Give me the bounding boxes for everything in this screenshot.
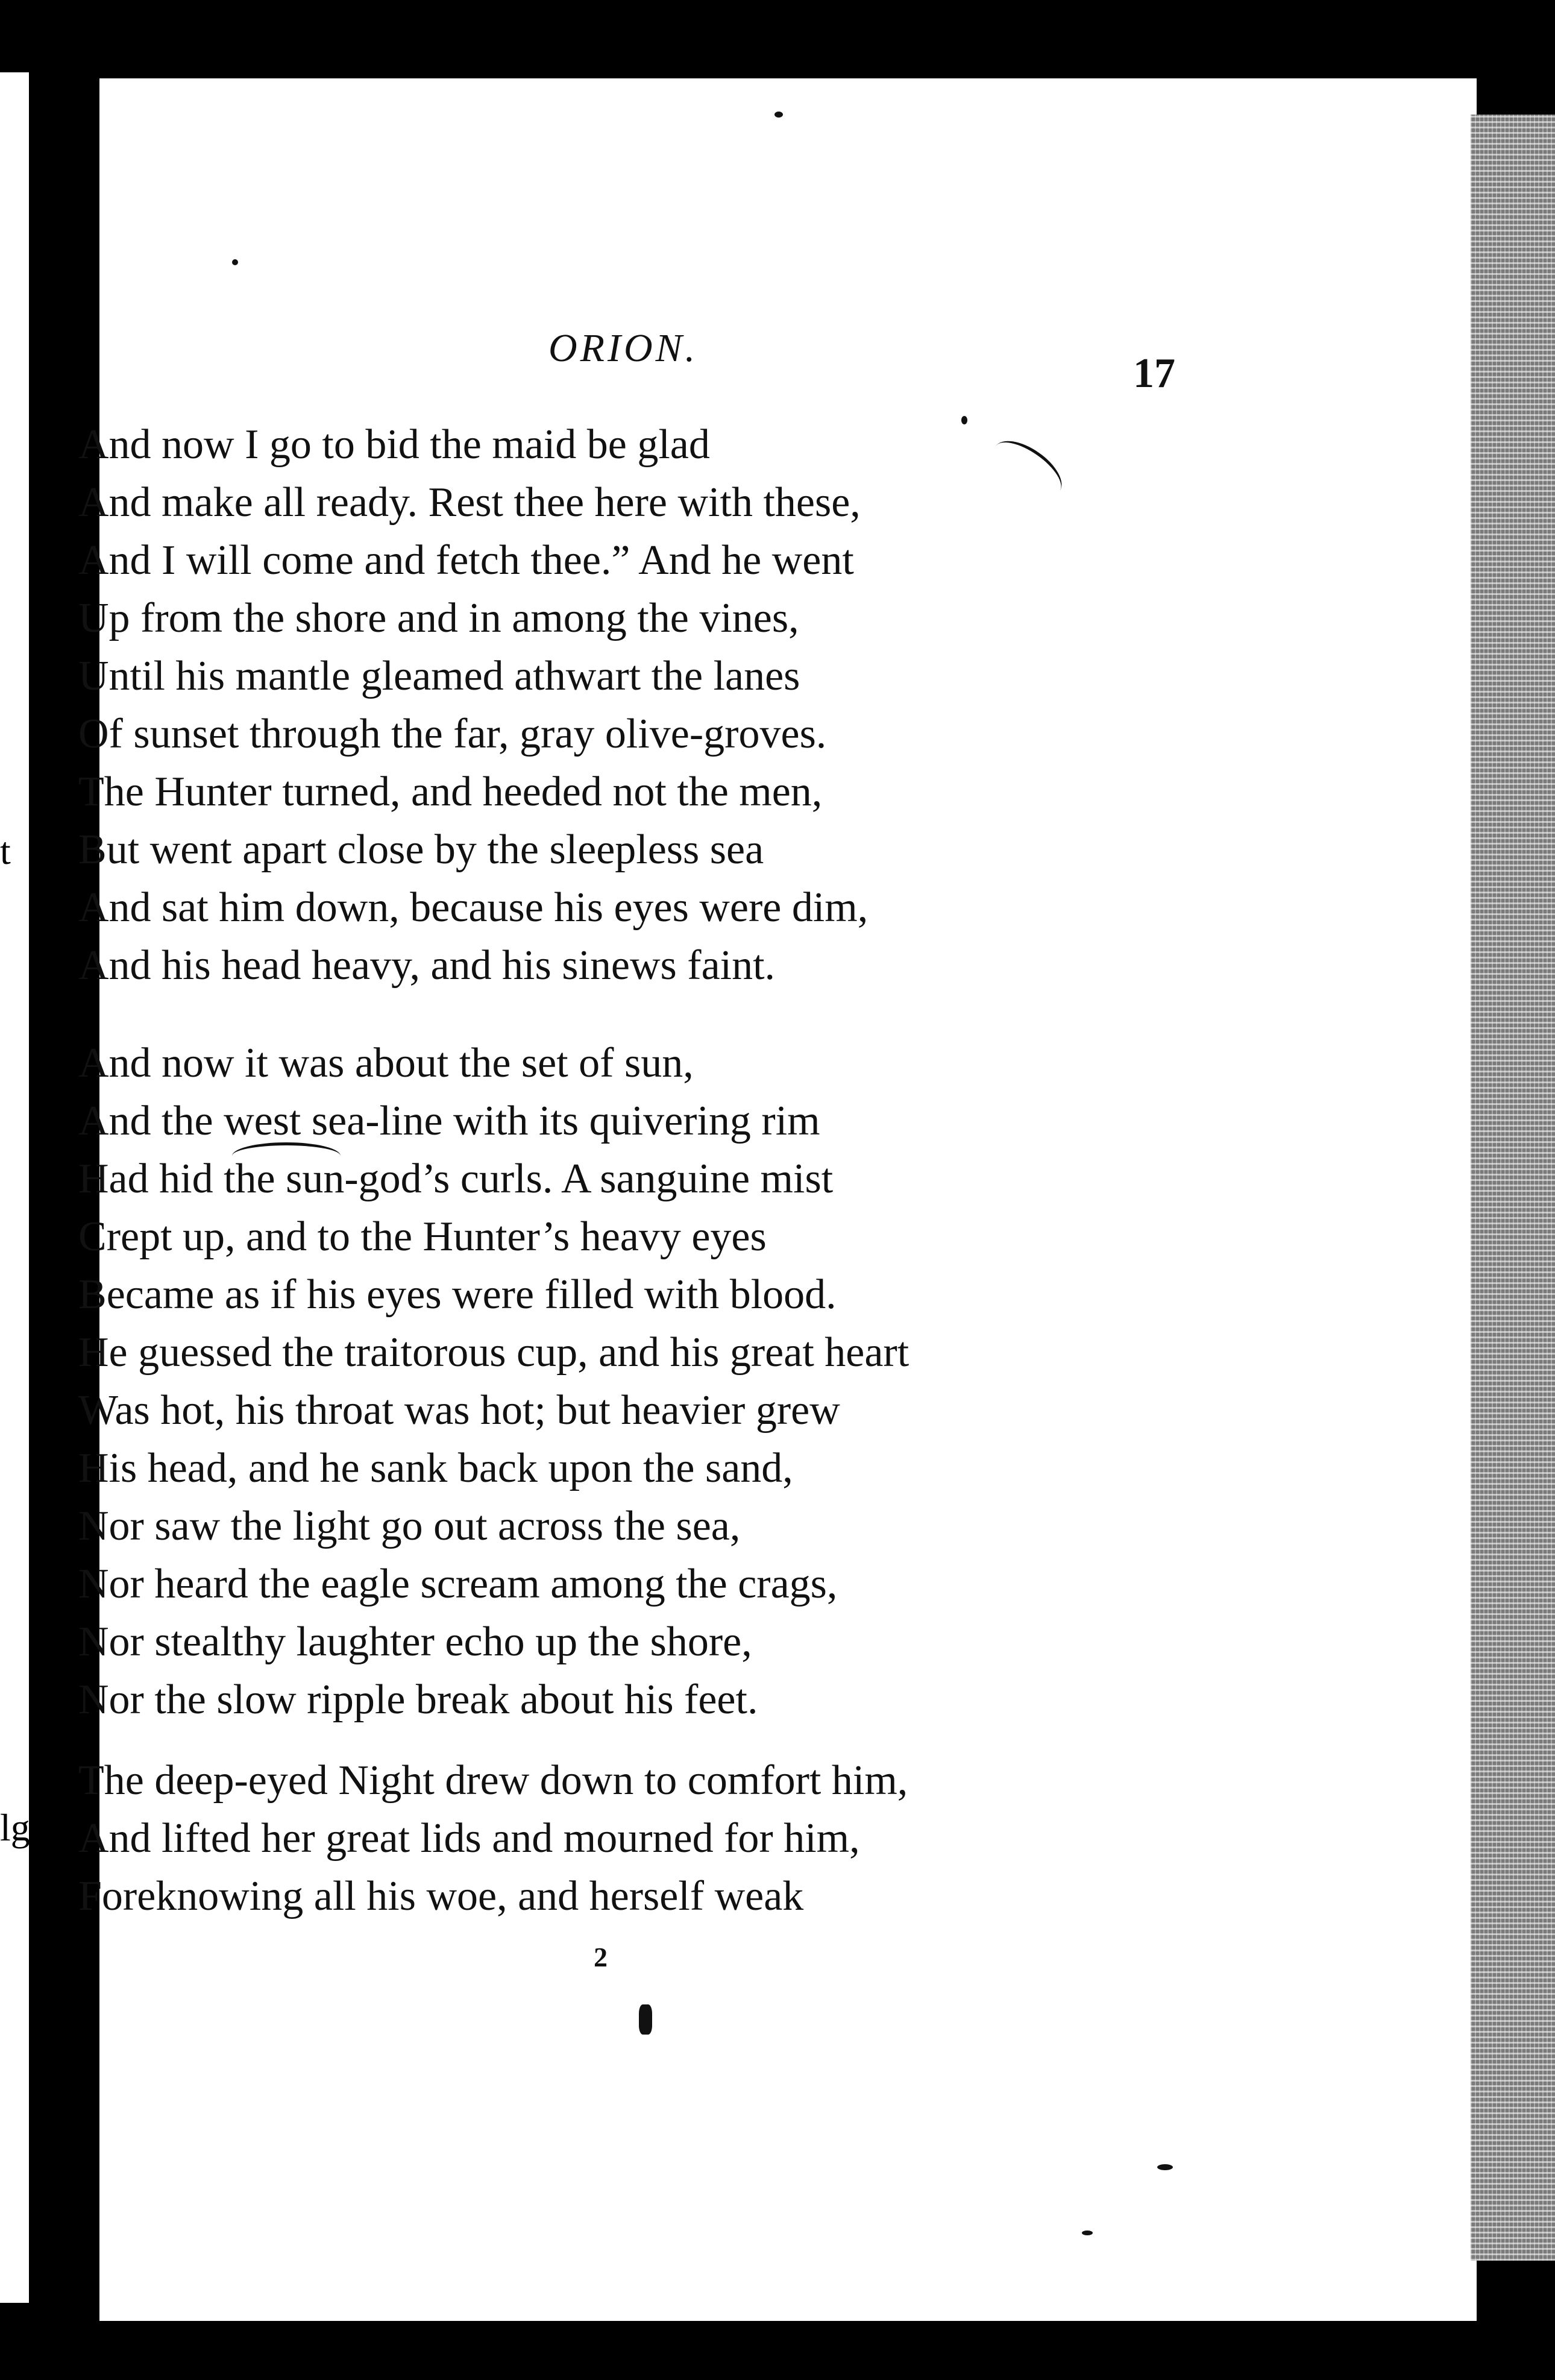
verse-line: And lifted her great lids and mourned for him,: [78, 1815, 860, 1862]
verse-line: Crept up, and to the Hunter’s heavy eyes: [78, 1214, 767, 1260]
verse-line: Nor heard the eagle scream among the crags,: [78, 1561, 838, 1607]
verse-line: The Hunter turned, and heeded not the men,: [78, 769, 823, 815]
stanza-1: [78, 416, 868, 995]
verse-line: His head, and he sank back upon the sand,: [78, 1445, 793, 1491]
scan-speck: [1157, 2164, 1173, 2170]
verse-line: The deep-eyed Night drew down to comfort him,: [78, 1757, 908, 1804]
verse-line: Until his mantle gleamed athwart the lanes: [78, 653, 800, 699]
verse-line: And now I go to bid the maid be glad: [78, 421, 710, 468]
verse-line: But went apart close by the sleepless sea: [78, 826, 764, 873]
facing-page-edge: [0, 72, 48, 2303]
verse-line: And make all ready. Rest thee here with these,: [78, 479, 861, 526]
verse-line: Had hid the sun-god’s curls. A sanguine mist: [78, 1156, 834, 1202]
facing-page-fragment: lge: [0, 1806, 48, 1849]
verse-line: And sat him down, because his eyes were dim,: [78, 884, 869, 931]
verse-line: Of sunset through the far, gray olive-groves.: [78, 711, 827, 757]
stanza-3: [78, 1752, 908, 1925]
scan-speck: [961, 416, 967, 424]
facing-page-fragment: t: [0, 830, 11, 872]
verse-line: Up from the shore and in among the vines,: [78, 595, 799, 641]
verse-line: Foreknowing all his woe, and herself weak: [78, 1873, 804, 1919]
printer-signature-mark: 2: [594, 1942, 608, 1972]
verse-line: Nor saw the light go out across the sea,: [78, 1503, 741, 1549]
fore-edge-speckle: [1471, 115, 1555, 2261]
verse-line: And now it was about the set of sun,: [78, 1040, 694, 1086]
verse-line: And his head heavy, and his sinews faint.: [78, 942, 776, 989]
scan-speck: [232, 259, 238, 265]
verse-line: Nor the slow ripple break about his feet.: [78, 1676, 758, 1723]
pen-strike-mark: [232, 1142, 341, 1170]
verse-line: And I will come and fetch thee.” And he went: [78, 537, 854, 584]
scan-speck: [774, 112, 783, 118]
page-number: 17: [1133, 350, 1175, 397]
verse-line: Became as if his eyes were filled with blood.: [78, 1271, 837, 1318]
running-header-title: ORION.: [548, 326, 699, 370]
stanza-2: [78, 1034, 909, 1729]
verse-line: And the west sea-line with its quivering rim: [78, 1098, 820, 1144]
verse-line: Nor stealthy laughter echo up the shore,: [78, 1619, 752, 1665]
scan-speck: [1082, 2230, 1093, 2235]
verse-line: He guessed the traitorous cup, and his great heart: [78, 1329, 909, 1376]
scan-speck: [639, 2004, 652, 2035]
verse-line: Was hot, his throat was hot; but heavier grew: [78, 1387, 840, 1434]
